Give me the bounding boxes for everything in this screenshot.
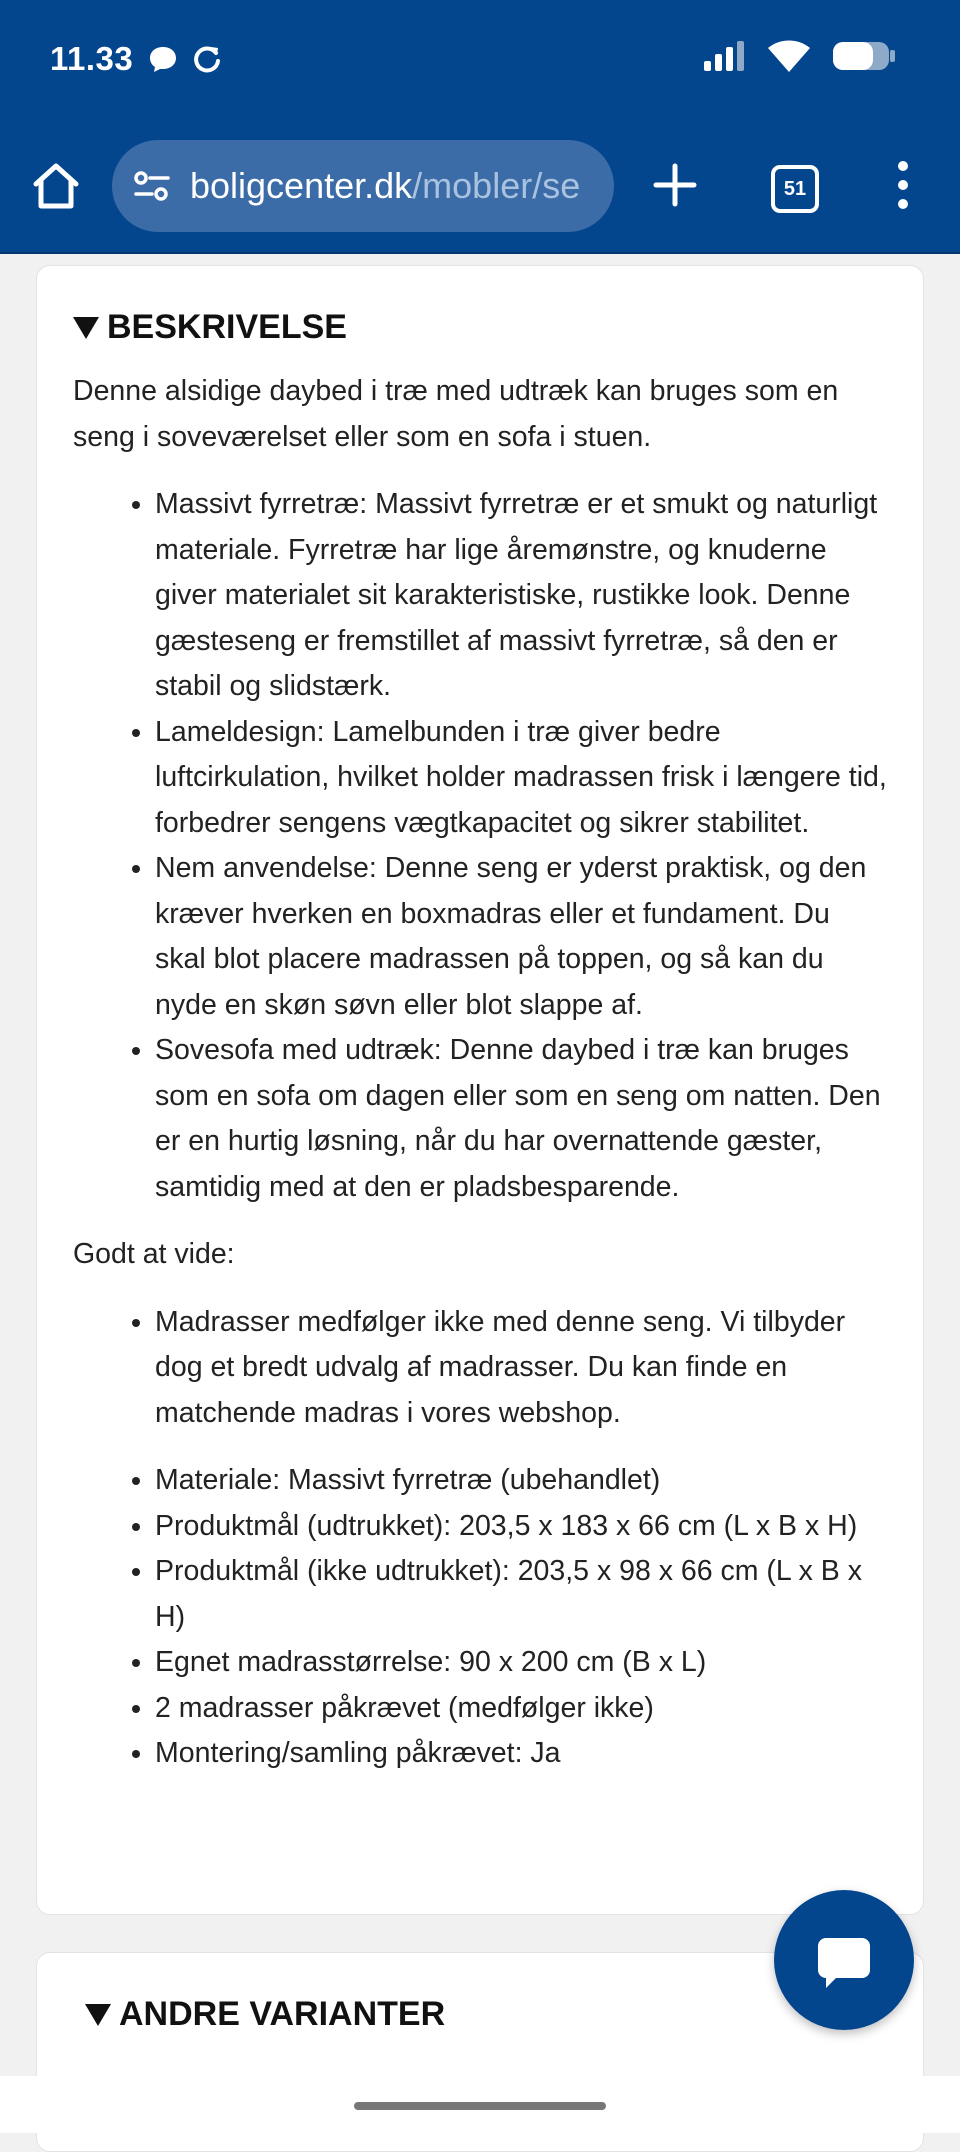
list-item: • Massivt fyrretræ: Massivt fyrretræ er et smukt og naturligt materiale. Fyrretræ har lige åremønstre, og knuderne giver materialet sit karakteristiske, rustikke look. Denne gæsteseng er fremstillet af massivt fyrretræ, så den er stabil og slidstærk. xyxy=(155,482,887,710)
good-to-know-label: Godt at vide: xyxy=(73,1238,235,1270)
status-time: 11.33 xyxy=(50,40,134,77)
description-card xyxy=(36,265,924,1915)
list-item: • Lameldesign: Lamelbunden i træ giver bedre luftcirkulation, hvilket holder madrassen frisk i længere tid, forbedrer sengens vægtkapacitet og sikrer stabilitet. xyxy=(155,710,887,847)
list-item: • Materiale: Massivt fyrretræ (ubehandlet) xyxy=(155,1458,887,1504)
description-intro: Denne alsidige daybed i træ med udtræk kan bruges som en seng i soveværelset eller som en sofa i stuen. xyxy=(73,375,839,453)
expanded-triangle-icon xyxy=(73,317,99,339)
notes-list xyxy=(73,1300,887,1437)
sync-icon xyxy=(192,44,222,74)
home-indicator[interactable] xyxy=(354,2102,606,2110)
wifi-icon xyxy=(768,40,810,72)
notification-icons xyxy=(148,44,222,74)
system-icons xyxy=(704,40,896,72)
features-list xyxy=(73,482,887,1210)
more-menu-icon[interactable] xyxy=(896,160,910,210)
status-bar xyxy=(0,0,960,130)
list-item: • Produktmål (ikke udtrukket): 203,5 x 98 x 66 cm (L x B x H) xyxy=(155,1549,887,1640)
list-item: • Egnet madrasstørrelse: 90 x 200 cm (B x L) xyxy=(155,1640,887,1686)
url-text[interactable] xyxy=(190,165,580,207)
expanded-triangle-icon xyxy=(85,2004,111,2026)
new-tab-icon[interactable] xyxy=(650,160,700,210)
list-item: • Madrasser medfølger ikke med denne seng. Vi tilbyder dog et bredt udvalg af madrasser. Du kan finde en matchende madras i vores webshop. xyxy=(155,1300,887,1437)
list-item: • Nem anvendelse: Denne seng er yderst praktisk, og den kræver hverken en boxmadras eller et fundament. Du skal blot placere madrassen på toppen, og så kan du nyde en skøn søvn eller blot slappe af. xyxy=(155,846,887,1028)
chat-button[interactable] xyxy=(774,1890,914,2030)
home-icon[interactable] xyxy=(30,160,82,212)
variants-heading: ANDRE VARIANTER xyxy=(119,1995,446,2033)
address-bar[interactable] xyxy=(112,140,614,232)
description-heading: BESKRIVELSE xyxy=(107,308,347,346)
browser-toolbar xyxy=(0,130,960,254)
list-item: • Montering/samling påkrævet: Ja xyxy=(155,1731,887,1777)
system-nav-bar xyxy=(0,2076,960,2133)
variants-toggle[interactable] xyxy=(85,1995,887,2034)
site-settings-icon[interactable] xyxy=(132,166,172,206)
signal-icon xyxy=(704,41,746,71)
battery-icon xyxy=(832,41,896,71)
specs-list xyxy=(73,1458,887,1777)
list-item: • Produktmål (udtrukket): 203,5 x 183 x 66 cm (L x B x H) xyxy=(155,1504,887,1550)
list-item: • Sovesofa med udtræk: Denne daybed i træ kan bruges som en sofa om dagen eller som en seng om natten. Den er en hurtig løsning, når du har overnattende gæster, samtidig med at den er pladsbesparende. xyxy=(155,1028,887,1210)
tab-switcher-button[interactable]: 51 xyxy=(771,165,819,213)
url-path: /mobler/se xyxy=(412,165,581,206)
chat-bubble-icon xyxy=(148,44,178,74)
description-toggle[interactable] xyxy=(73,308,887,347)
chat-icon xyxy=(816,1934,872,1990)
url-domain: boligcenter.dk xyxy=(190,165,413,206)
list-item: • 2 madrasser påkrævet (medfølger ikke) xyxy=(155,1686,887,1732)
